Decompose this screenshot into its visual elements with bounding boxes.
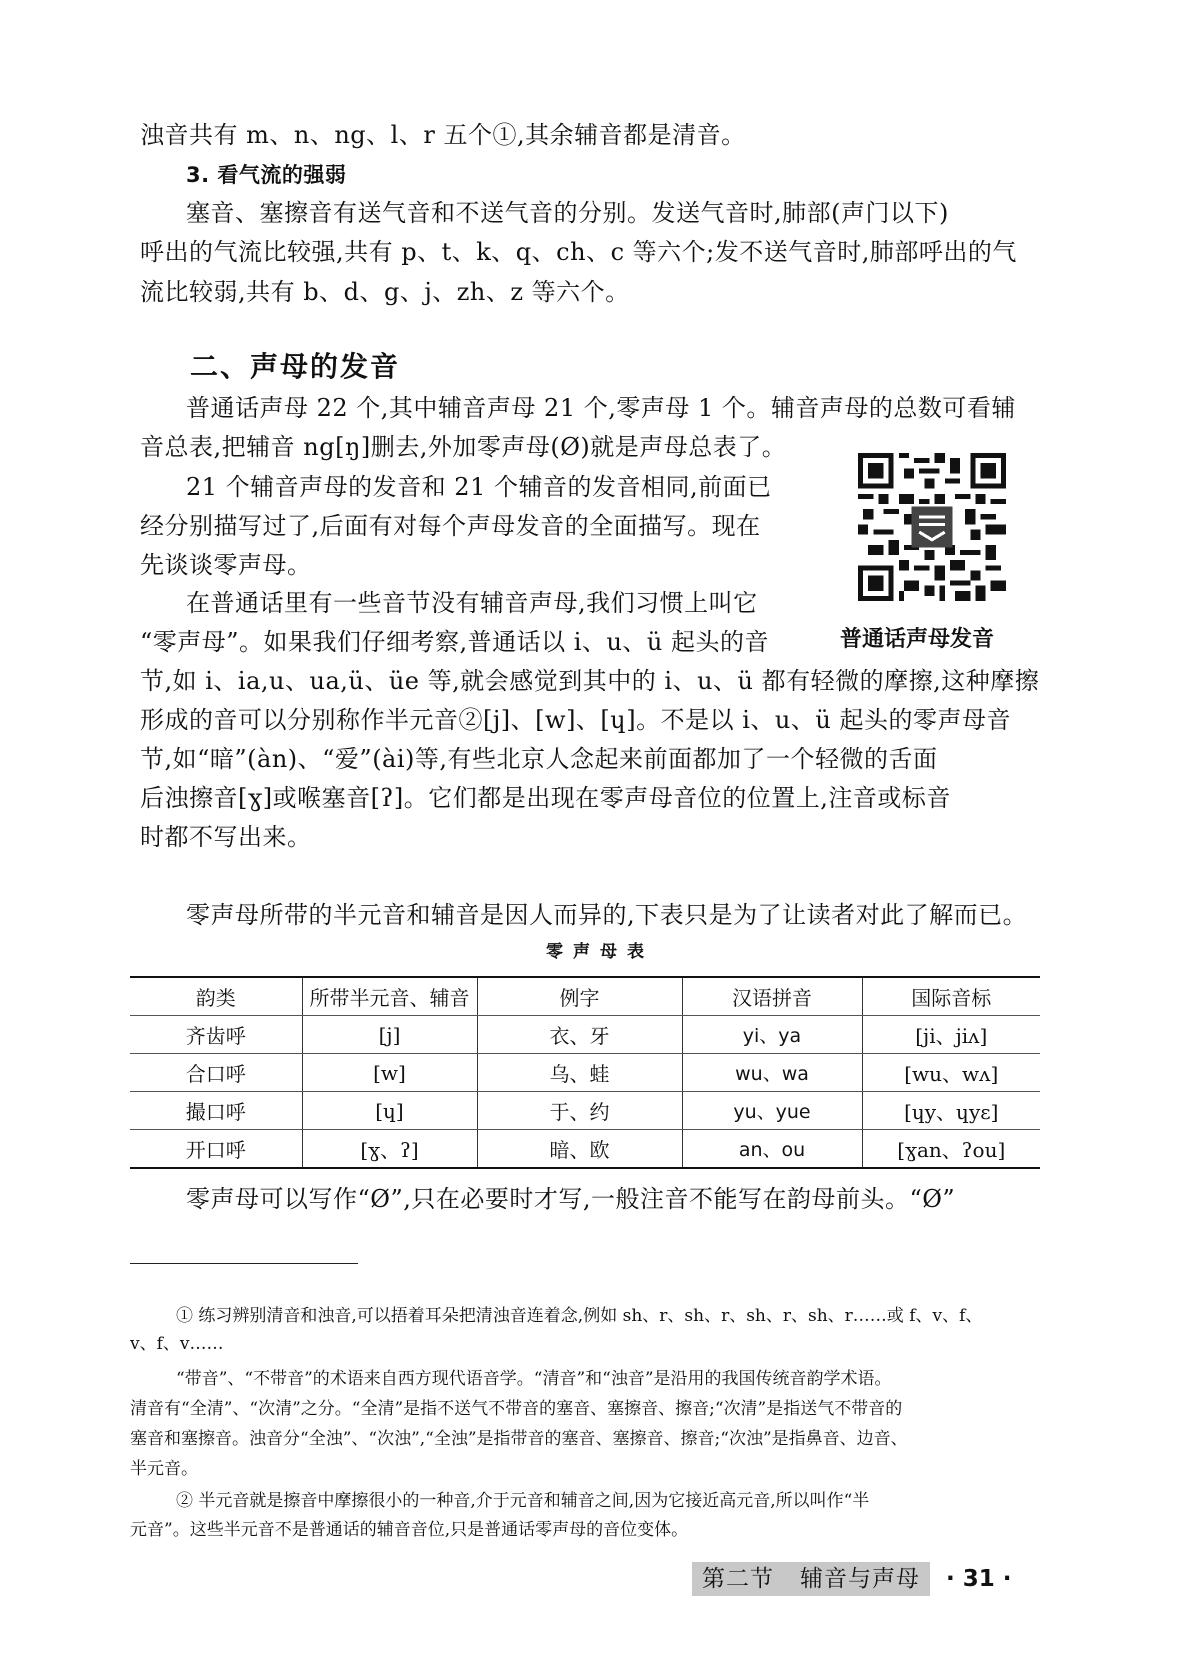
- table-header-row: [130, 977, 1040, 1016]
- chapter-title: 辅音与声母: [800, 1566, 920, 1592]
- body-line: 形成的音可以分别称作半元音②[j]、[w]、[ɥ]。不是以 i、u、ü 起头的零声母音: [140, 706, 1011, 734]
- table-header: 韵类: [130, 977, 302, 1016]
- qr-caption: 普通话声母发音: [840, 627, 995, 652]
- section-title: 二、声母的发音: [190, 350, 401, 383]
- body-line: 21 个辅音声母的发音和 21 个辅音的发音相同,前面已: [186, 473, 772, 501]
- footnote-line: ② 半元音就是擦音中摩擦很小的一种音,介于元音和辅音之间,因为它接近高元音,所以叫作“半: [176, 1491, 870, 1511]
- table-cell: yu、yue: [682, 1092, 862, 1130]
- body-line: 音总表,把辅音 ng[ŋ]删去,外加零声母(Ø)就是声母总表了。: [140, 433, 787, 461]
- table-row: [130, 1092, 1040, 1130]
- footnote-line: “带音”、“不带音”的术语来自西方现代语音学。“清音”和“浊音”是沿用的我国传统音韵学术语。: [176, 1369, 892, 1389]
- page-number: · 31 ·: [946, 1566, 1012, 1592]
- table-header: 所带半元音、辅音: [302, 977, 477, 1016]
- table-title: 零声母表: [546, 942, 654, 962]
- table-cell: [wu、wʌ]: [862, 1054, 1040, 1092]
- table-cell: 齐齿呼: [130, 1016, 302, 1054]
- table-cell: yi、ya: [682, 1016, 862, 1054]
- body-line: 呼出的气流比较强,共有 p、t、k、q、ch、c 等六个;发不送气音时,肺部呼出的气: [140, 238, 1017, 266]
- table-header: 国际音标: [862, 977, 1040, 1016]
- body-line: 浊音共有 m、n、ng、l、r 五个①,其余辅音都是清音。: [140, 121, 746, 149]
- subheading-airflow: 3. 看气流的强弱: [186, 163, 347, 187]
- table-cell: [ji、jiʌ]: [862, 1016, 1040, 1054]
- body-line: 塞音、塞擦音有送气音和不送气音的分别。发送气音时,肺部(声门以下): [186, 199, 949, 227]
- table-cell: [ɣ、ʔ]: [302, 1130, 477, 1169]
- footnote-line: ① 练习辨别清音和浊音,可以捂着耳朵把清浊音连着念,例如 sh、r、sh、r、sh、r、sh、r……或 f、v、f、: [176, 1306, 983, 1326]
- table-cell: [j]: [302, 1016, 477, 1054]
- body-line: 普通话声母 22 个,其中辅音声母 21 个,零声母 1 个。辅音声母的总数可看辅: [186, 394, 1016, 422]
- table-cell: 暗、欧: [477, 1130, 682, 1169]
- footnote-line: 清音有“全清”、“次清”之分。“全清”是指不送气不带音的塞音、塞擦音、擦音;“次清”是指送气不带音的: [130, 1399, 903, 1419]
- table-cell: 乌、蛙: [477, 1054, 682, 1092]
- body-line: 流比较弱,共有 b、d、g、j、zh、z 等六个。: [140, 278, 630, 306]
- chapter-label: [692, 1562, 930, 1596]
- table-row: [130, 1130, 1040, 1169]
- body-line: 节,如 i、ia,u、ua,ü、üe 等,就会感觉到其中的 i、u、ü 都有轻微的摩擦,这种摩擦: [140, 667, 1040, 695]
- body-line: 零声母可以写作“Ø”,只在必要时才写,一般注音不能写在韵母前头。“Ø”: [186, 1185, 956, 1213]
- table-cell: [ɣan、ʔou]: [862, 1130, 1040, 1169]
- footnote-line: 塞音和塞擦音。浊音分“全浊”、“次浊”,“全浊”是指带音的塞音、塞擦音、擦音;“次浊”是指鼻音、边音、: [130, 1429, 908, 1449]
- qr-code-icon[interactable]: [858, 453, 1006, 601]
- body-line: 在普通话里有一些音节没有辅音声母,我们习惯上叫它: [186, 589, 758, 617]
- page-footer: [692, 1562, 1012, 1596]
- table-header: 例字: [477, 977, 682, 1016]
- body-line: 先谈谈零声母。: [140, 551, 312, 579]
- body-line: 后浊擦音[ɣ]或喉塞音[ʔ]。它们都是出现在零声母音位的位置上,注音或标音: [140, 784, 951, 812]
- section-number: 第二节: [702, 1566, 774, 1592]
- table-cell: an、ou: [682, 1130, 862, 1169]
- body-line: 经分别描写过了,后面有对每个声母发音的全面描写。现在: [140, 512, 761, 540]
- table-cell: [w]: [302, 1054, 477, 1092]
- table-cell: [ɥ]: [302, 1092, 477, 1130]
- body-line: 零声母所带的半元音和辅音是因人而异的,下表只是为了让读者对此了解而已。: [186, 901, 1028, 929]
- footnote-divider: [130, 1263, 358, 1264]
- table-cell: 衣、牙: [477, 1016, 682, 1054]
- table-row: [130, 1016, 1040, 1054]
- body-line: “零声母”。如果我们仔细考察,普通话以 i、u、ü 起头的音: [140, 628, 770, 656]
- table-cell: 合口呼: [130, 1054, 302, 1092]
- table-header: 汉语拼音: [682, 977, 862, 1016]
- table-row: [130, 1054, 1040, 1092]
- table-cell: 于、约: [477, 1092, 682, 1130]
- footnote-line: 半元音。: [130, 1459, 198, 1479]
- table-cell: [ɥy、ɥyɛ]: [862, 1092, 1040, 1130]
- table-cell: 开口呼: [130, 1130, 302, 1169]
- body-line: 时都不写出来。: [140, 823, 312, 851]
- body-line: 节,如“暗”(àn)、“爱”(ài)等,有些北京人念起来前面都加了一个轻微的舌面: [140, 745, 938, 773]
- footnote-line: v、f、v……: [130, 1334, 224, 1354]
- table-cell: wu、wa: [682, 1054, 862, 1092]
- table-cell: 撮口呼: [130, 1092, 302, 1130]
- zero-initial-table: [130, 976, 1040, 1169]
- footnote-line: 元音”。这些半元音不是普通话的辅音音位,只是普通话零声母的音位变体。: [130, 1520, 689, 1540]
